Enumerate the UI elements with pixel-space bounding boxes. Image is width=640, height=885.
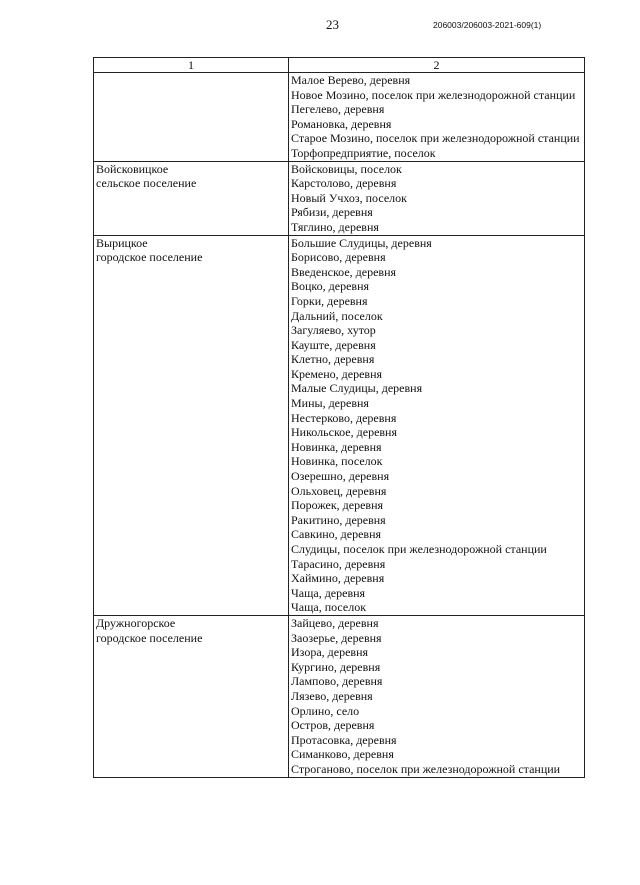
place-item: Ракитино, деревня xyxy=(291,512,386,527)
place-item: Симанково, деревня xyxy=(291,747,394,762)
place-item: Ольховец, деревня xyxy=(291,483,387,498)
place-item: Мины, деревня xyxy=(291,396,369,411)
place-item: Лязево, деревня xyxy=(291,688,373,703)
place-item: Клетно, деревня xyxy=(291,352,375,367)
place-item: Старое Мозино, поселок при железнодорожной станции xyxy=(291,131,580,146)
settlement-name-line: городское поселение xyxy=(96,630,203,645)
place-item: Остров, деревня xyxy=(291,718,375,733)
place-item: Загуляево, хутор xyxy=(291,323,376,338)
place-item: Кауште, деревня xyxy=(291,337,376,352)
place-item: Кремено, деревня xyxy=(291,366,383,381)
settlements-table xyxy=(93,57,585,778)
place-item: Строганово, поселок при железнодорожной станции xyxy=(291,761,561,776)
table-row xyxy=(94,73,585,162)
place-item: Войсковицы, поселок xyxy=(291,161,402,176)
place-item: Хаймино, деревня xyxy=(291,571,385,586)
place-item: Воцко, деревня xyxy=(291,279,370,294)
table-row xyxy=(94,235,585,615)
place-item: Тарасино, деревня xyxy=(291,556,386,571)
place-item: Савкино, деревня xyxy=(291,527,382,542)
table-row xyxy=(94,161,585,235)
settlement-cell xyxy=(94,615,289,777)
place-item: Изора, деревня xyxy=(291,645,369,660)
place-item: Новое Мозино, поселок при железнодорожной станции xyxy=(291,87,576,102)
place-item: Новинка, поселок xyxy=(291,454,383,469)
places-cell xyxy=(289,615,585,777)
place-item: Кургино, деревня xyxy=(291,659,381,674)
settlement-name-line: Вырицкое xyxy=(96,235,148,250)
places-cell xyxy=(289,73,585,162)
places-cell xyxy=(289,235,585,615)
place-item: Заозерье, деревня xyxy=(291,630,382,645)
place-item: Тяглино, деревня xyxy=(291,219,379,234)
settlement-cell xyxy=(94,161,289,235)
table-header-row xyxy=(94,58,585,73)
place-item: Пегелево, деревня xyxy=(291,102,385,117)
place-item: Орлино, село xyxy=(291,703,360,718)
place-item: Порожек, деревня xyxy=(291,498,384,513)
places-cell xyxy=(289,161,585,235)
table-body xyxy=(94,73,585,778)
settlement-name-line: сельское поселение xyxy=(96,176,197,191)
place-item: Торфопредприятие, поселок xyxy=(291,145,436,160)
place-item: Малое Верево, деревня xyxy=(291,73,411,87)
table-row xyxy=(94,615,585,777)
place-item: Зайцево, деревня xyxy=(291,615,379,630)
place-item: Чаща, поселок xyxy=(291,600,367,615)
place-item: Нестерково, деревня xyxy=(291,410,397,425)
document-id: 206003/206003-2021-609(1) xyxy=(433,20,542,30)
place-item: Лампово, деревня xyxy=(291,674,383,689)
settlement-cell xyxy=(94,73,289,162)
place-item: Новинка, деревня xyxy=(291,439,382,454)
place-item: Карстолово, деревня xyxy=(291,176,397,191)
page-number: 23 xyxy=(326,17,339,32)
settlement-name-line: городское поселение xyxy=(96,250,203,265)
settlement-cell xyxy=(94,235,289,615)
place-item: Романовка, деревня xyxy=(291,116,392,131)
settlement-name-line: Войсковицкое xyxy=(96,161,169,176)
place-item: Озерешно, деревня xyxy=(291,469,390,484)
place-item: Введенское, деревня xyxy=(291,264,397,279)
place-item: Чаща, деревня xyxy=(291,585,366,600)
place-item: Новый Учхоз, поселок xyxy=(291,190,407,205)
column-header-1: 1 xyxy=(94,58,289,73)
column-header-2: 2 xyxy=(289,58,585,73)
place-item: Никольское, деревня xyxy=(291,425,397,440)
place-item: Малые Слудицы, деревня xyxy=(291,381,423,396)
place-item: Большие Слудицы, деревня xyxy=(291,235,432,250)
place-item: Слудицы, поселок при железнодорожной станции xyxy=(291,542,547,556)
place-item: Дальний, поселок xyxy=(291,308,383,323)
place-item: Рябизи, деревня xyxy=(291,205,373,220)
place-item: Борисово, деревня xyxy=(291,250,386,265)
place-item: Горки, деревня xyxy=(291,293,368,308)
settlement-name-line: Дружногорское xyxy=(96,615,176,630)
place-item: Протасовка, деревня xyxy=(291,732,397,747)
